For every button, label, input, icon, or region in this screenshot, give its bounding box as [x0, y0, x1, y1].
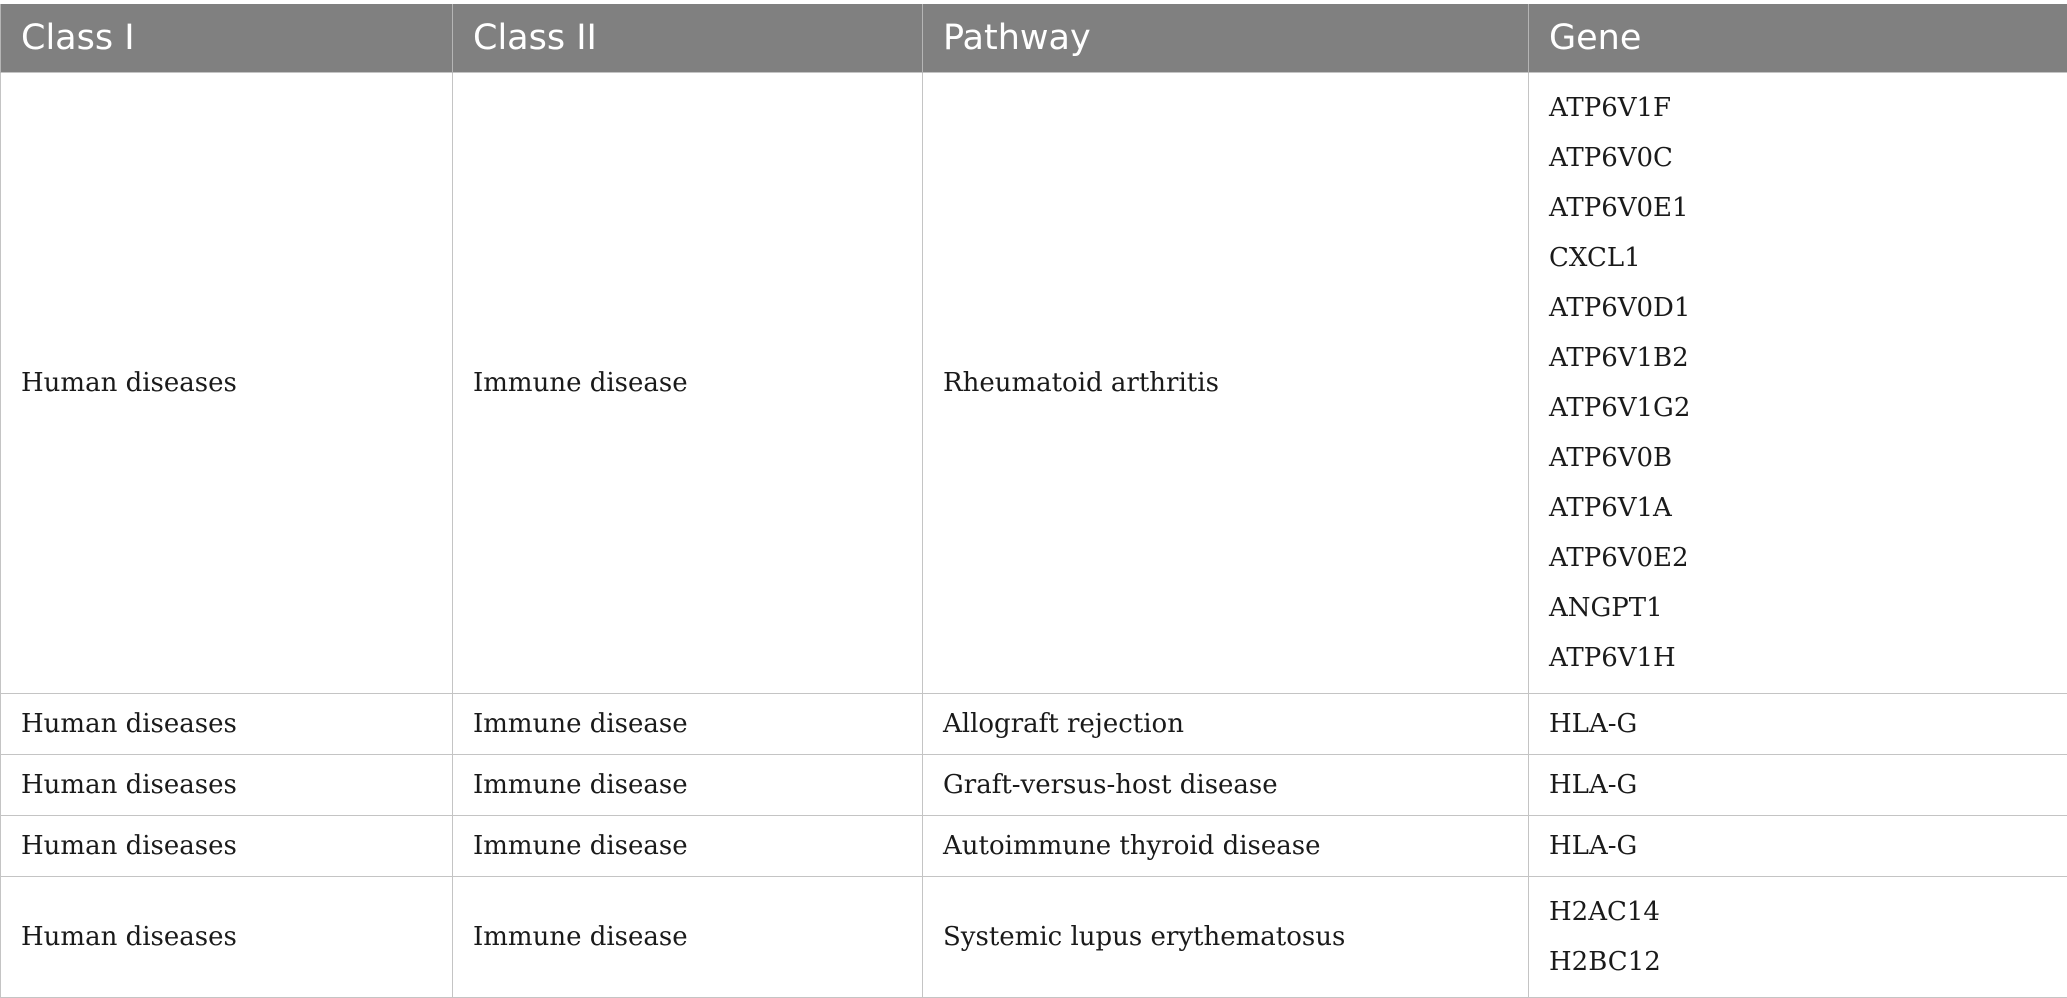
table-row: [1, 876, 2067, 997]
cell-class-i: Human diseases: [1, 754, 453, 815]
table-row: [1, 693, 2067, 754]
gene-item: ATP6V0D1: [1549, 283, 2067, 333]
pathway-gene-table-container: [0, 4, 2067, 998]
cell-class-ii: Immune disease: [453, 72, 923, 693]
cell-pathway: Autoimmune thyroid disease: [923, 815, 1529, 876]
table-header: [1, 4, 2067, 72]
table-row: [1, 72, 2067, 693]
cell-pathway: Systemic lupus erythematosus: [923, 876, 1529, 997]
pathway-gene-table: [0, 4, 2067, 998]
cell-class-i: Human diseases: [1, 72, 453, 693]
header-pathway: Pathway: [923, 4, 1529, 72]
cell-pathway: Graft-versus-host disease: [923, 754, 1529, 815]
header-gene: Gene: [1529, 4, 2067, 72]
cell-class-ii: Immune disease: [453, 815, 923, 876]
cell-genes: HLA-G: [1529, 754, 2067, 815]
cell-class-i: Human diseases: [1, 693, 453, 754]
cell-class-ii: Immune disease: [453, 754, 923, 815]
gene-item: CXCL1: [1549, 233, 2067, 283]
header-class-ii: Class II: [453, 4, 923, 72]
table-row: [1, 754, 2067, 815]
table-row: [1, 815, 2067, 876]
gene-list: [1549, 877, 2067, 997]
gene-item: ATP6V1B2: [1549, 333, 2067, 383]
cell-class-i: Human diseases: [1, 876, 453, 997]
gene-item: ATP6V1F: [1549, 83, 2067, 133]
gene-item: ATP6V0C: [1549, 133, 2067, 183]
cell-genes: [1529, 876, 2067, 997]
cell-genes: HLA-G: [1529, 815, 2067, 876]
gene-item: ATP6V0E1: [1549, 183, 2067, 233]
cell-genes: HLA-G: [1529, 693, 2067, 754]
gene-list: [1549, 73, 2067, 693]
gene-item: H2BC12: [1549, 937, 2067, 987]
header-row: [1, 4, 2067, 72]
gene-item: ATP6V1G2: [1549, 383, 2067, 433]
table-body: [1, 72, 2067, 997]
cell-class-ii: Immune disease: [453, 876, 923, 997]
gene-item: ATP6V0E2: [1549, 533, 2067, 583]
cell-class-i: Human diseases: [1, 815, 453, 876]
gene-item: ANGPT1: [1549, 583, 2067, 633]
cell-genes: [1529, 72, 2067, 693]
cell-pathway: Allograft rejection: [923, 693, 1529, 754]
cell-class-ii: Immune disease: [453, 693, 923, 754]
cell-pathway: Rheumatoid arthritis: [923, 72, 1529, 693]
gene-item: H2AC14: [1549, 887, 2067, 937]
gene-item: ATP6V1H: [1549, 633, 2067, 683]
gene-item: ATP6V0B: [1549, 433, 2067, 483]
header-class-i: Class I: [1, 4, 453, 72]
gene-item: ATP6V1A: [1549, 483, 2067, 533]
